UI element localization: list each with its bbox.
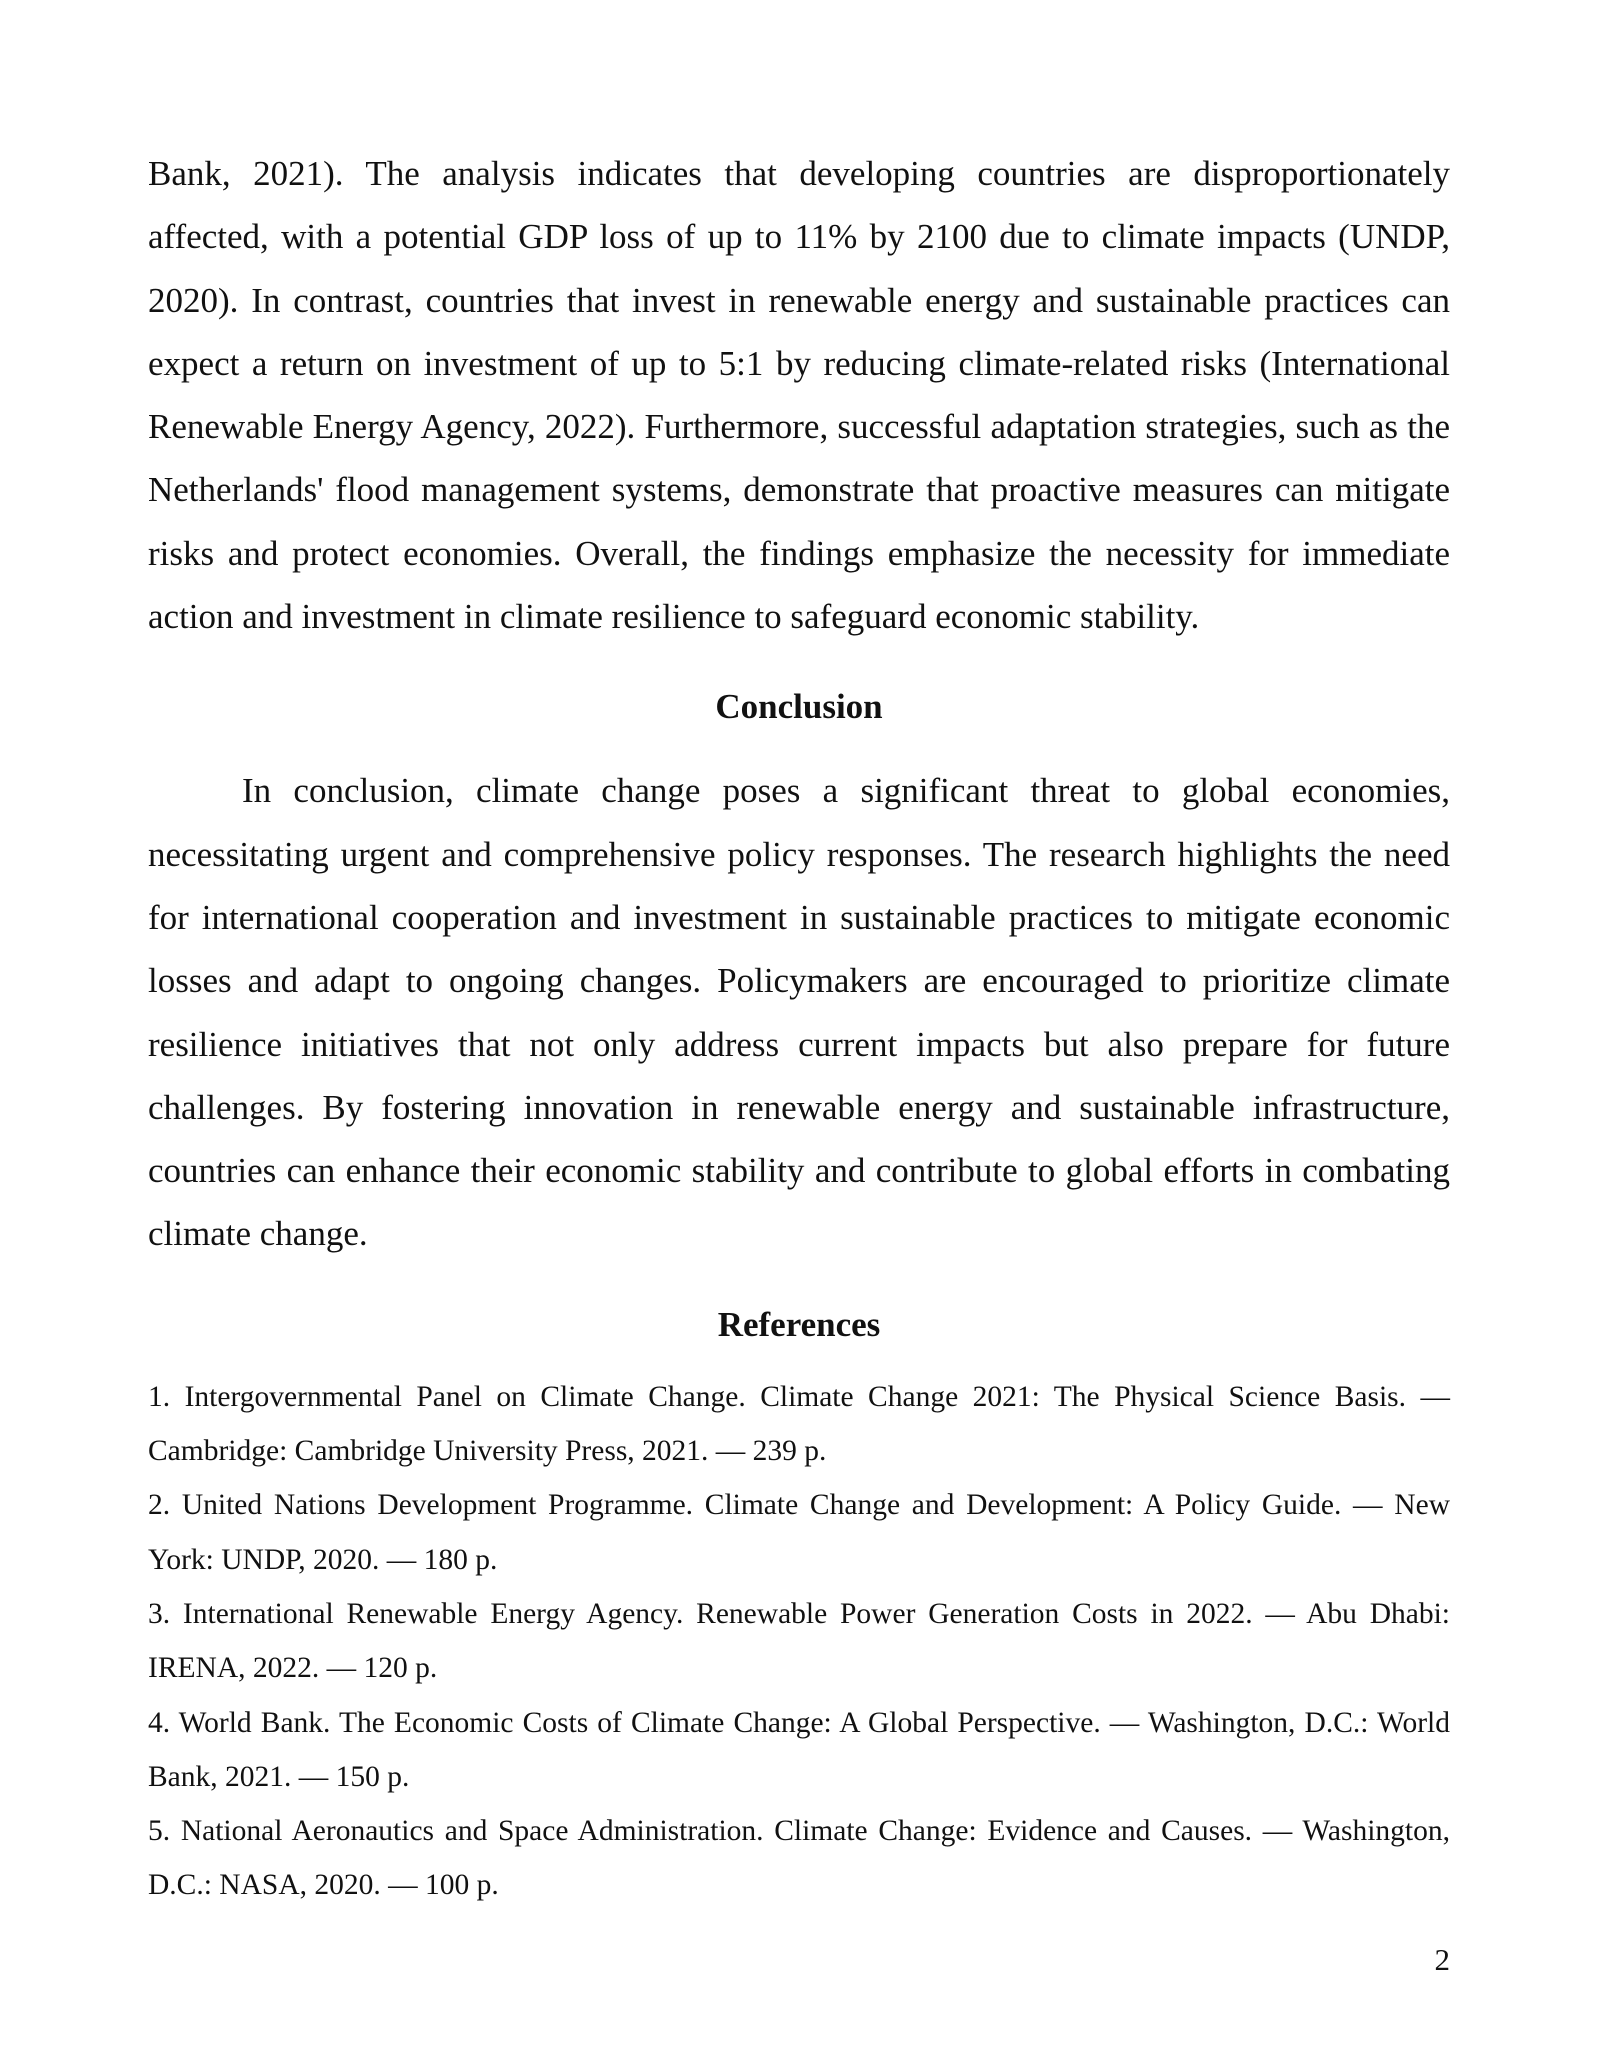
conclusion-paragraph: In conclusion, climate change poses a significant threat to global economies, necessitating urgent and comprehensive policy responses. The research highlights the need for international cooperation and investment in sustainable practices to mitigate economic losses and adapt to ongoing changes. Policymakers are encouraged to prioritize climate resilience initiatives that not only address current impacts but also prepare for future challenges. By fostering innovation in renewable energy and sustainable infrastructure, countries can enhance their economic stability and contribute to global efforts in combating climate change. [148,771,1450,1254]
reference-item: 2. United Nations Development Programme. Climate Change and Development: A Policy Guide. — New York: UNDP, 2020. — 180 p. [148,1489,1450,1576]
document-page [148,142,1450,1913]
reference-item: 3. International Renewable Energy Agency. Renewable Power Generation Costs in 2022. — Abu Dhabi: IRENA, 2022. — 120 p. [148,1597,1450,1685]
references-list [148,1370,1450,1913]
reference-item: 1. Intergovernmental Panel on Climate Change. Climate Change 2021: The Physical Science Basis. — Cambridge: Cambridge University Press, 2021. — 239 p. [148,1380,1450,1468]
page-number: 2 [1434,1942,1450,1977]
intro-continuation-paragraph: Bank, 2021). The analysis indicates that developing countries are disproportionately affected, with a potential GDP loss of up to 11% by 2100 due to climate impacts (UNDP, 2020). In contrast, countries that invest in renewable energy and sustainable practices can expect a return on investment of up to 5:1 by reducing climate-related risks (International Renewable Energy Agency, 2022). Furthermore, successful adaptation strategies, such as the Netherlands' flood management systems, demonstrate that proactive measures can mitigate risks and protect economies. Overall, the findings emphasize the necessity for immediate action and investment in climate resilience to safeguard economic stability. [148,154,1450,637]
reference-item: 5. National Aeronautics and Space Administration. Climate Change: Evidence and Causes. — Washington, D.C.: NASA, 2020. — 100 p. [148,1815,1450,1902]
references-heading: References [717,1304,881,1344]
conclusion-heading: Conclusion [715,687,883,727]
reference-item: 4. World Bank. The Economic Costs of Climate Change: A Global Perspective. — Washington, D.C.: World Bank, 2021. — 150 p. [148,1706,1450,1793]
